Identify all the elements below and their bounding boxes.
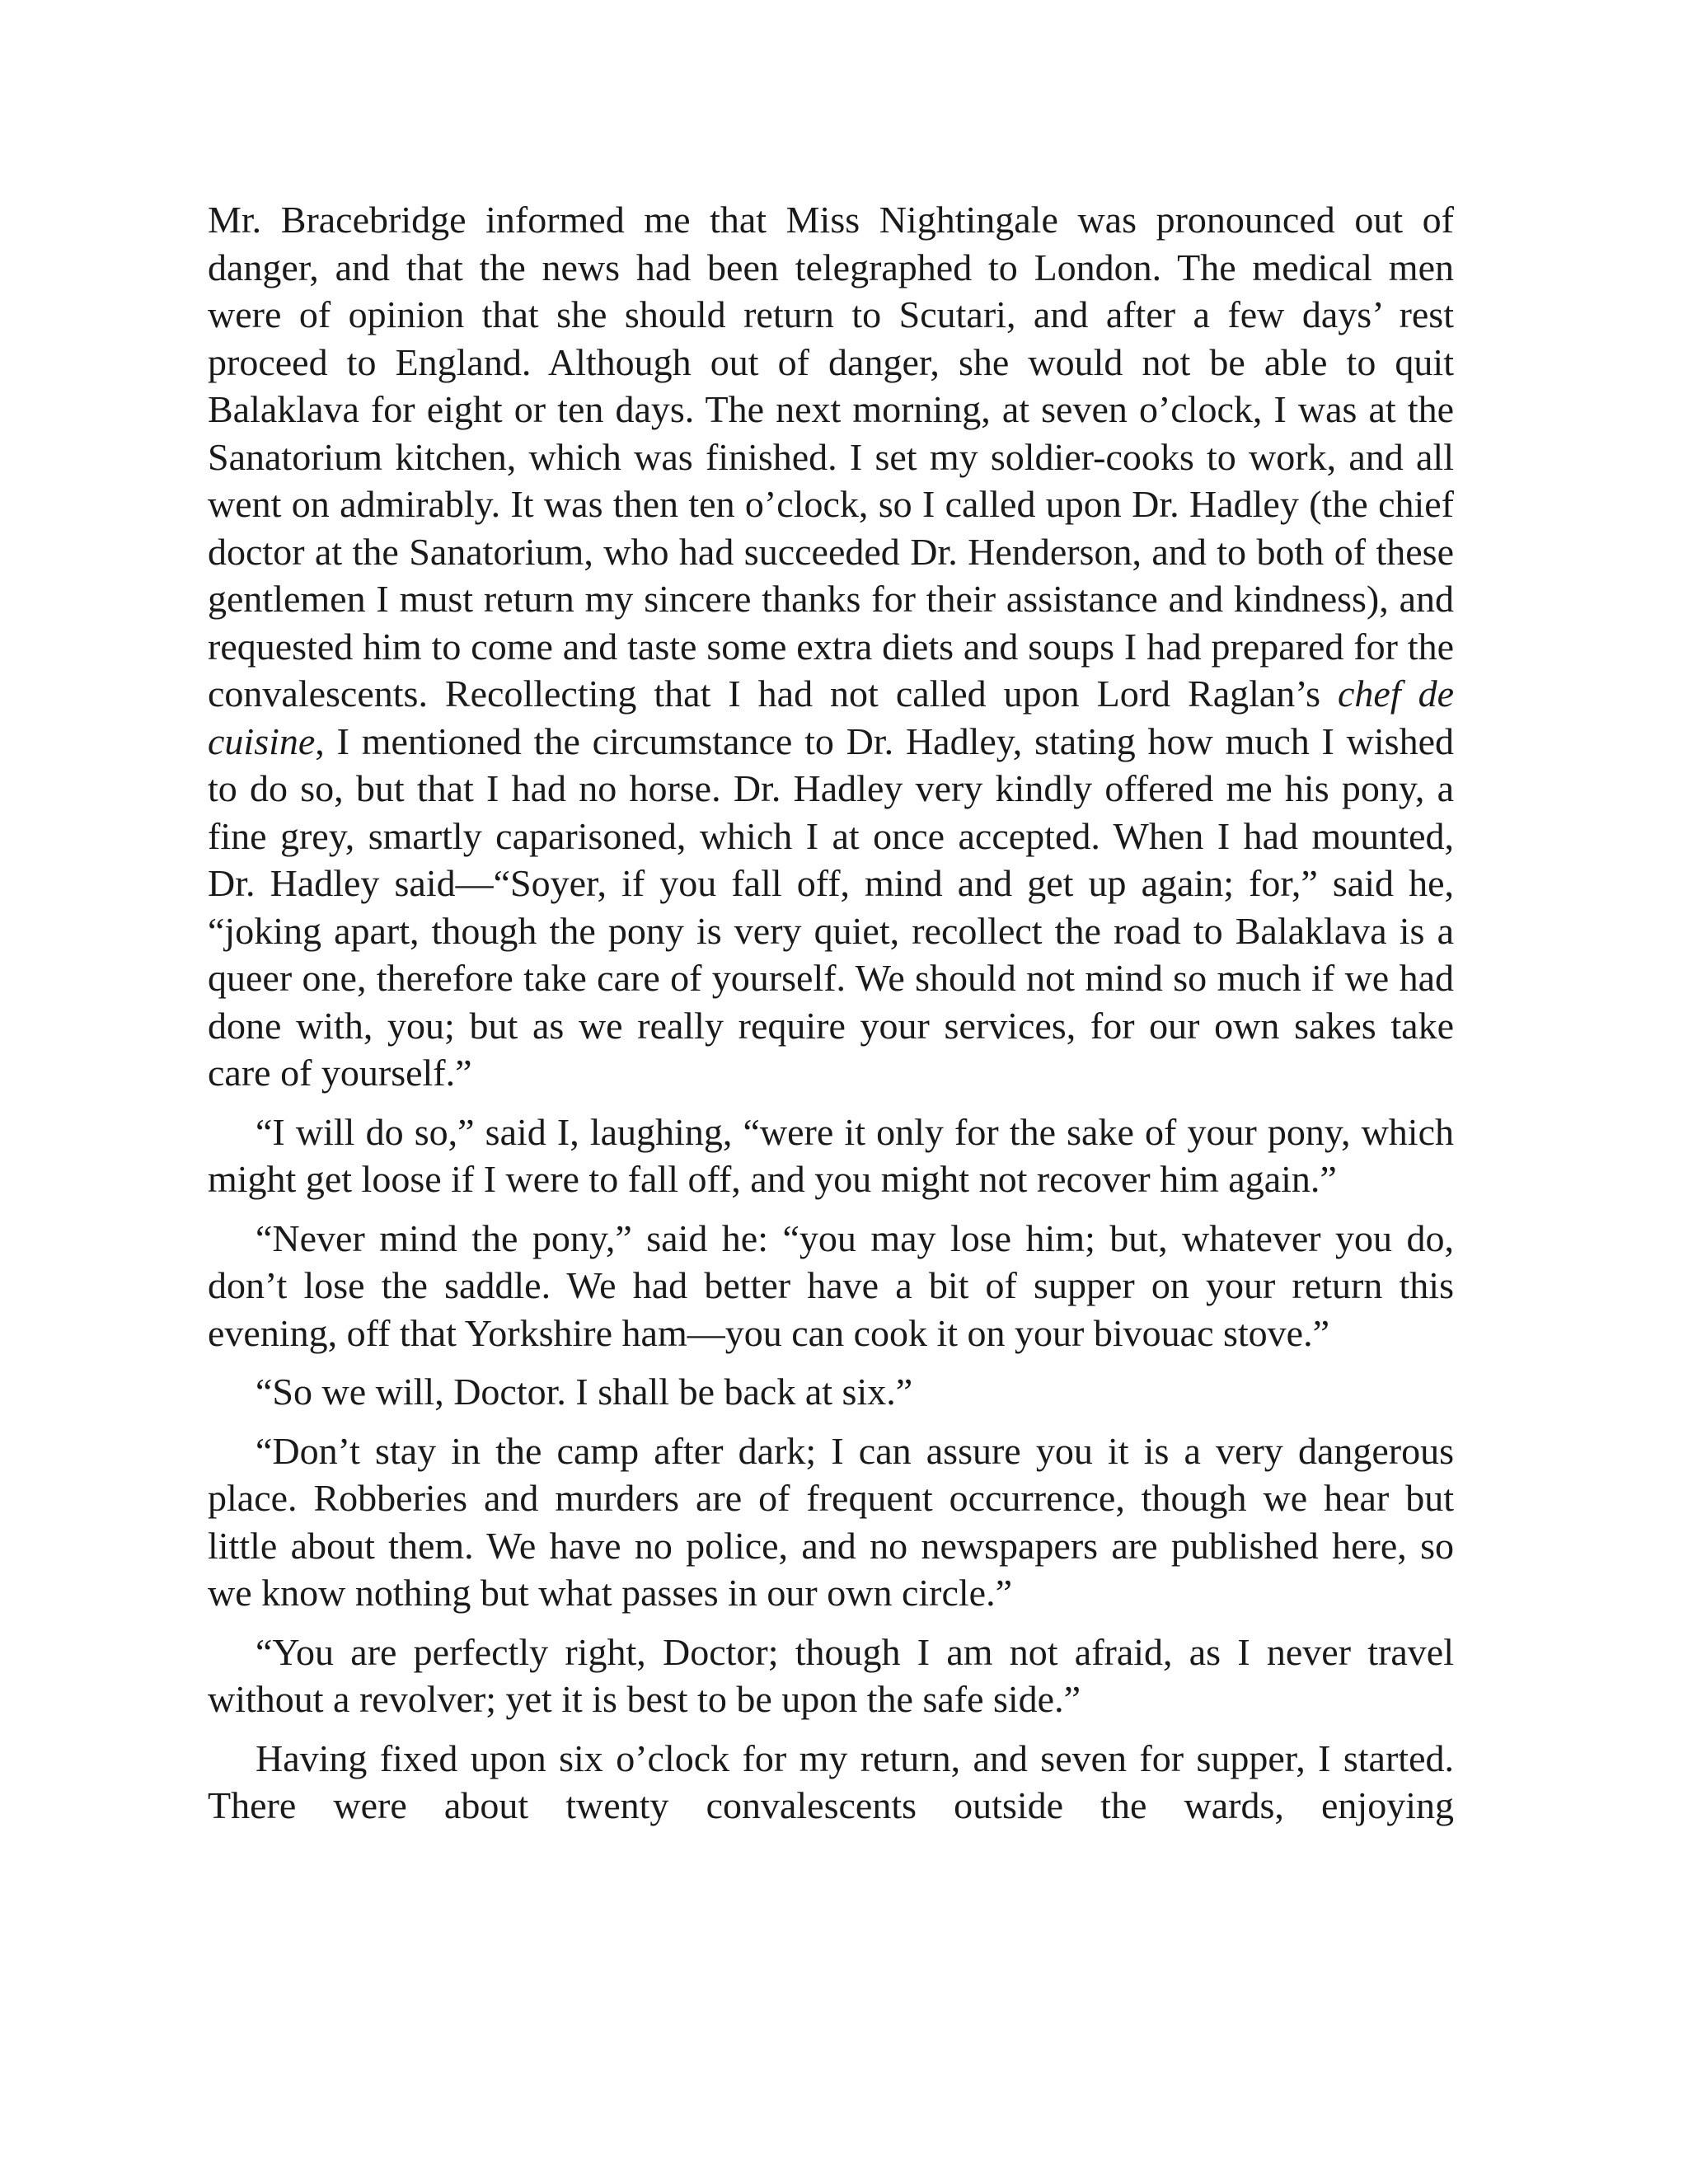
paragraph-1-text-a: Mr. Bracebridge informed me that Miss Nightingale was pronounced out of danger, and that the news had been telegraphed to London. The medical men were of opinion that she should return to Scutari, and after a few days’ rest proceed to England. Although out of danger, she would not be able to quit Balaklava for eight or ten days. The next morning, at seven o’clock, I was at the Sanatorium kitchen, which was finished. I set my soldier-cooks to work, and all went on admirably. It was then ten o’clock, so I called upon Dr. Hadley (the chief doctor at the Sanatorium, who had succeeded Dr. Henderson, and to both of these gentlemen I must return my sincere thanks for their assistance and kindness), and requested him to come and taste some extra diets and soups I had prepared for the convalescents. Recollecting that I had not called upon Lord Raglan’s — [208, 199, 1454, 715]
book-page — [208, 196, 1454, 1841]
paragraph-1-text-b: , I mentioned the circumstance to Dr. Hadley, stating how much I wished to do so, but that I had no horse. Dr. Hadley very kindly offered me his pony, a fine grey, smartly caparisoned, which I at once accepted. When I had mounted, Dr. Hadley said—“Soyer, if you fall off, mind and get up again; for,” said he, “joking apart, though the pony is very quiet, recollect the road to Balaklava is a queer one, therefore take care of yourself. We should not mind so much if we had done with, you; but as we really require your services, for our own sakes take care of yourself.” — [208, 719, 1454, 1094]
paragraph-7: Having fixed upon six o’clock for my return, and seven for supper, I started. There were about twenty convalescents outside the wards, enjoying — [208, 1736, 1454, 1826]
paragraph-5: “Don’t stay in the camp after dark; I can assure you it is a very dangerous place. Robberies and murders are of frequent occurrence, though we hear but little about them. We have no police, and no newspapers are published here, so we know nothing but what passes in our own circle.” — [208, 1429, 1454, 1614]
paragraph-4: “So we will, Doctor. I shall be back at six.” — [256, 1371, 913, 1413]
paragraph-6: “You are perfectly right, Doctor; though I am not afraid, as I never travel without a revolver; yet it is best to be upon the safe side.” — [208, 1630, 1454, 1720]
paragraph-3: “Never mind the pony,” said he: “you may lose him; but, whatever you do, don’t lose the saddle. We had better have a bit of supper on your return this evening, off that Yorkshire ham—you can cook it on your bivouac stove.” — [208, 1216, 1454, 1354]
paragraph-2: “I will do so,” said I, laughing, “were it only for the sake of your pony, which might get loose if I were to fall off, and you might not recover him again.” — [208, 1110, 1454, 1200]
paragraph-1 — [208, 196, 1454, 1097]
paragraph-1-italic-phrase: chef de cuisine — [208, 673, 1455, 762]
